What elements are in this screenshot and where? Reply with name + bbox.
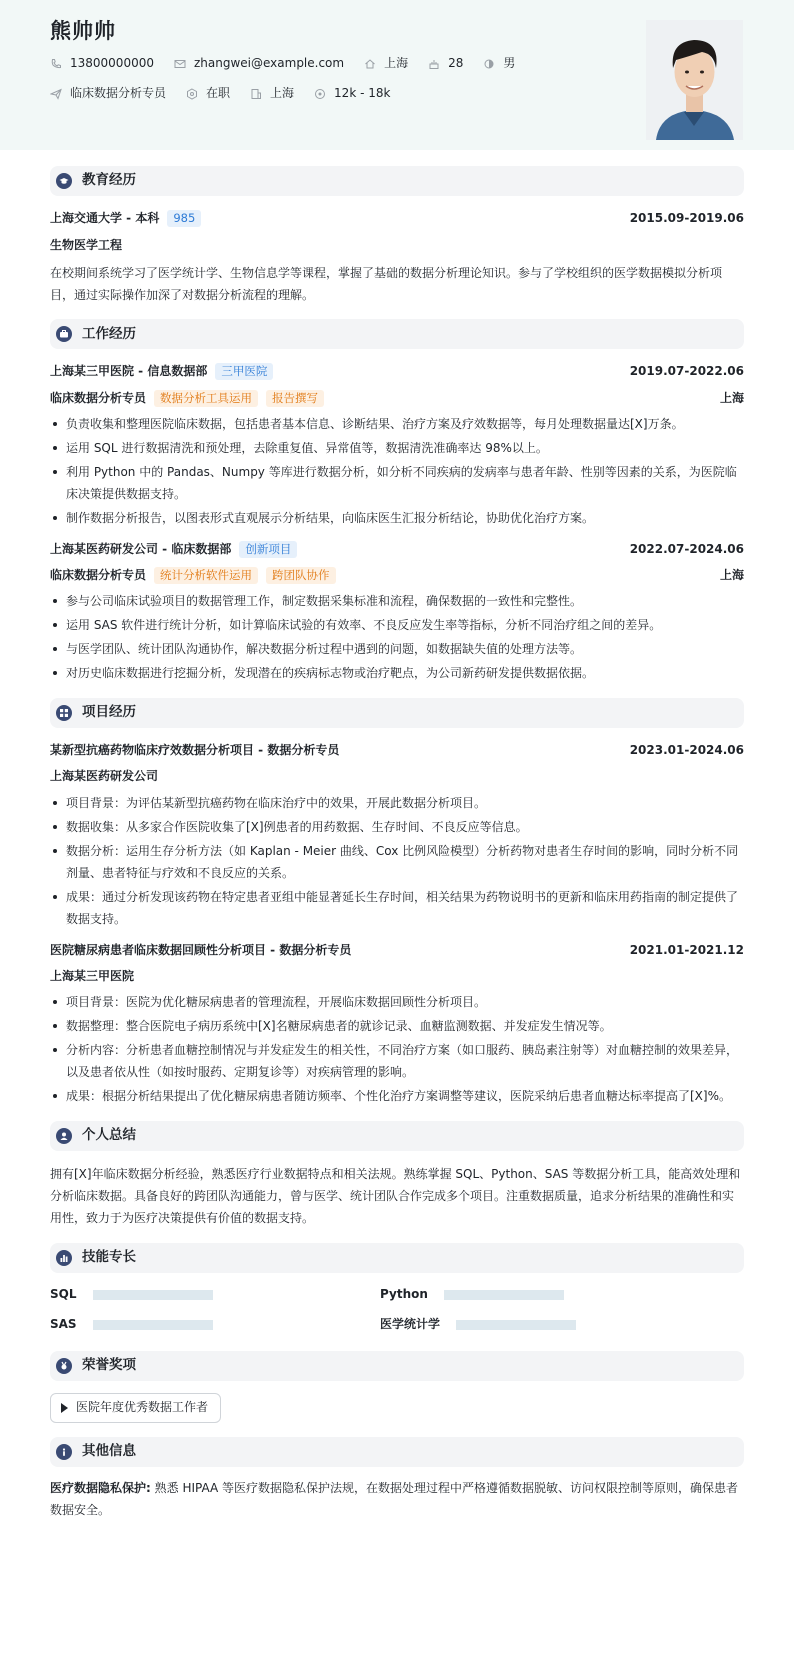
work-role-row xyxy=(50,566,744,585)
award-item-button[interactable] xyxy=(50,1393,221,1423)
project-org: 上海某三甲医院 xyxy=(50,968,135,983)
company-name: 上海某三甲医院 - 信息数据部 xyxy=(50,364,208,379)
send-icon xyxy=(50,88,62,100)
role-line xyxy=(50,566,336,585)
building-icon xyxy=(250,88,262,100)
list-item: 成果：根据分析结果提出了优化糖尿病患者随访频率、个性化治疗方案调整等建议，医院采纳后患者血糖达标率提高了[X]%。 xyxy=(50,1085,744,1107)
list-item: 项目背景：为评估某新型抗癌药物在临床治疗中的效果，开展此数据分析项目。 xyxy=(50,792,744,814)
play-icon xyxy=(61,1403,68,1413)
role-name: 临床数据分析专员 xyxy=(50,390,147,405)
projects-section-header xyxy=(50,698,744,728)
resume-body xyxy=(0,166,794,1521)
school-tag: 985 xyxy=(167,210,201,227)
project-name: 某新型抗癌药物临床疗效数据分析项目 - 数据分析专员 xyxy=(50,743,340,758)
user-icon xyxy=(56,1128,72,1144)
project-entry xyxy=(50,941,744,1107)
work-city: 上海 xyxy=(719,567,744,582)
skill-tag: 报告撰写 xyxy=(266,390,324,407)
summary-title: 个人总结 xyxy=(82,1127,136,1144)
work-city: 上海 xyxy=(270,86,295,101)
project-name: 医院糖尿病患者临床数据回顾性分析项目 - 数据分析专员 xyxy=(50,942,352,957)
candidate-name: 熊帅帅 xyxy=(50,19,116,43)
info-icon xyxy=(56,1444,72,1460)
skill-level-bar xyxy=(93,1290,213,1300)
age: 28 xyxy=(448,56,464,71)
city-info xyxy=(364,54,408,73)
role-name: 临床数据分析专员 xyxy=(50,567,147,582)
skill-name: SAS xyxy=(50,1317,77,1332)
project-date: 2021.01-2021.12 xyxy=(629,942,744,957)
skill-item xyxy=(50,1315,380,1335)
awards-title: 荣誉奖项 xyxy=(82,1357,136,1374)
work-entry-header xyxy=(50,540,744,559)
school-line xyxy=(50,209,201,228)
phone-info xyxy=(50,54,154,73)
grid-icon xyxy=(56,705,72,721)
education-description: 在校期间系统学习了医学统计学、生物信息学等课程，掌握了基础的数据分析理论知识。参与了学校组织的医学数据模拟分析项目，通过实际操作加深了对数据分析流程的理解。 xyxy=(50,266,723,303)
work-bullets xyxy=(50,590,744,684)
project-date: 2023.01-2024.06 xyxy=(629,743,744,758)
education-section-header xyxy=(50,166,744,196)
list-item: 与医学团队、统计团队沟通协作，解决数据分析过程中遇到的问题，如数据缺失值的处理方法等。 xyxy=(50,638,744,660)
job-status: 在职 xyxy=(206,86,231,101)
resume-header xyxy=(0,0,794,150)
work-date: 2019.07-2022.06 xyxy=(629,364,744,379)
status-info xyxy=(186,84,230,103)
skills-title: 技能专长 xyxy=(82,1249,136,1266)
role-line xyxy=(50,389,324,408)
skill-level-bar xyxy=(93,1320,213,1330)
list-item: 数据分析：运用生存分析方法（如 Kaplan - Meier 曲线、Cox 比例风险模型）分析药物对患者生存时间的影响，同时分析不同剂量、患者特征与疗效和不良反应的关系。 xyxy=(50,840,744,884)
company-line xyxy=(50,540,297,559)
medal-icon xyxy=(56,1358,72,1374)
skill-name: Python xyxy=(380,1287,428,1302)
other-section-header xyxy=(50,1437,744,1467)
job-target: 临床数据分析专员 xyxy=(70,86,167,101)
skill-tag: 统计分析软件运用 xyxy=(154,567,258,584)
contact-row xyxy=(50,54,744,74)
gender-info xyxy=(483,54,515,73)
project-org: 上海某医药研发公司 xyxy=(50,769,159,784)
education-date: 2015.09-2019.06 xyxy=(629,211,744,225)
phone-number: 13800000000 xyxy=(70,56,154,71)
list-item: 利用 Python 中的 Pandas、Numpy 等库进行数据分析，如分析不同疾病的发病率与患者年龄、性别等因素的关系，为医院临床决策提供数据支持。 xyxy=(50,461,744,505)
list-item: 运用 SAS 软件进行统计分析，如计算临床试验的有效率、不良反应发生率等指标，分析不同治疗组之间的差异。 xyxy=(50,614,744,636)
list-item: 负责收集和整理医院临床数据，包括患者基本信息、诊断结果、治疗方案及疗效数据等，每月处理数据量达[X]万条。 xyxy=(50,413,744,435)
list-item: 项目背景：医院为优化糖尿病患者的管理流程，开展临床数据回顾性分析项目。 xyxy=(50,991,744,1013)
salary-info xyxy=(314,84,390,103)
work-section-header xyxy=(50,319,744,349)
list-item: 数据收集：从多家合作医院收集了[X]例患者的用药数据、生存时间、不良反应等信息。 xyxy=(50,816,744,838)
email-info xyxy=(174,54,344,73)
award-label: 医院年度优秀数据工作者 xyxy=(76,1400,209,1415)
other-title: 其他信息 xyxy=(82,1443,136,1460)
skill-item xyxy=(50,1285,380,1305)
awards-section-header xyxy=(50,1351,744,1381)
other-text: 熟悉 HIPAA 等医疗数据隐私保护法规，在数据处理过程中严格遵循数据脱敏、访问权限控制等原则，确保患者数据安全。 xyxy=(50,1480,739,1517)
company-line xyxy=(50,362,273,381)
education-title: 教育经历 xyxy=(82,172,136,189)
work-city-info xyxy=(250,84,294,103)
skills-grid xyxy=(50,1285,744,1345)
project-entry-header xyxy=(50,741,744,760)
city: 上海 xyxy=(384,56,409,71)
email-address: zhangwei@example.com xyxy=(193,56,345,71)
bar-chart-icon xyxy=(56,1250,72,1266)
skill-name: 医学统计学 xyxy=(380,1317,441,1332)
company-tag: 创新项目 xyxy=(239,541,297,558)
gender-icon xyxy=(483,58,495,70)
skill-level-bar xyxy=(444,1290,564,1300)
skills-section-header xyxy=(50,1243,744,1273)
other-label: 医疗数据隐私保护: xyxy=(50,1480,151,1495)
work-entry-header xyxy=(50,362,744,381)
phone-icon xyxy=(50,58,62,70)
education-entry-header xyxy=(50,209,744,228)
other-info xyxy=(50,1477,744,1521)
work-date: 2022.07-2024.06 xyxy=(629,541,744,556)
gender: 男 xyxy=(503,56,516,71)
work-title: 工作经历 xyxy=(82,325,136,342)
mail-icon xyxy=(174,58,186,70)
list-item: 分析内容：分析患者血糖控制情况与并发症发生的相关性，不同治疗方案（如口服药、胰岛素注射等）对血糖控制的效果差异，以及患者依从性（如按时服药、定期复诊等）对疾病管理的影响。 xyxy=(50,1039,744,1083)
job-row xyxy=(50,84,744,104)
skill-item xyxy=(380,1315,710,1335)
project-bullets xyxy=(50,991,744,1107)
work-entry xyxy=(50,362,744,528)
graduation-cap-icon xyxy=(56,173,72,189)
projects-title: 项目经历 xyxy=(82,704,136,721)
coin-icon xyxy=(314,88,326,100)
company-name: 上海某医药研发公司 - 临床数据部 xyxy=(50,541,232,556)
list-item: 制作数据分析报告，以图表形式直观展示分析结果，向临床医生汇报分析结论，协助优化治疗方案。 xyxy=(50,507,744,529)
company-tag: 三甲医院 xyxy=(215,363,273,380)
list-item: 成果：通过分析发现该药物在特定患者亚组中能显著延长生存时间，相关结果为药物说明书的更新和临床用药指南的制定提供了数据支持。 xyxy=(50,886,744,930)
project-entry-header xyxy=(50,941,744,960)
school-name: 上海交通大学 - 本科 xyxy=(50,211,160,225)
summary-section-header xyxy=(50,1121,744,1151)
skill-name: SQL xyxy=(50,1287,77,1302)
work-entry xyxy=(50,540,744,684)
work-role-row xyxy=(50,389,744,408)
skill-level-bar xyxy=(456,1320,576,1330)
skill-tag: 数据分析工具运用 xyxy=(154,390,258,407)
profile-photo xyxy=(646,20,743,140)
work-city: 上海 xyxy=(719,390,744,405)
list-item: 运用 SQL 进行数据清洗和预处理，去除重复值、异常值等，数据清洗准确率达 98%以上。 xyxy=(50,437,744,459)
list-item: 对历史临床数据进行挖掘分析，发现潜在的疾病标志物或治疗靶点，为公司新药研发提供数据依据。 xyxy=(50,662,744,684)
cake-icon xyxy=(428,58,440,70)
job-target-info xyxy=(50,84,166,103)
summary-text: 拥有[X]年临床数据分析经验，熟悉医疗行业数据特点和相关法规。熟练掌握 SQL、Python、SAS 等数据分析工具，能高效处理和分析临床数据。具备良好的跨团队沟通能力，曾与医学、统计团队合作完成多个项目。注重数据质量，追求分析结果的准确性和实用性，致力于为医疗决策提供有价值的数据支持。 xyxy=(50,1166,741,1225)
project-bullets xyxy=(50,792,744,930)
project-entry xyxy=(50,741,744,929)
work-bullets xyxy=(50,413,744,529)
salary: 12k - 18k xyxy=(334,86,391,101)
major: 生物医学工程 xyxy=(50,238,123,253)
skill-item xyxy=(380,1285,710,1305)
skill-tag: 跨团队协作 xyxy=(266,567,336,584)
home-icon xyxy=(364,58,376,70)
list-item: 参与公司临床试验项目的数据管理工作，制定数据采集标准和流程，确保数据的一致性和完整性。 xyxy=(50,590,744,612)
status-icon xyxy=(186,88,198,100)
list-item: 数据整理：整合医院电子病历系统中[X]名糖尿病患者的就诊记录、血糖监测数据、并发症发生情况等。 xyxy=(50,1015,744,1037)
briefcase-icon xyxy=(56,326,72,342)
age-info xyxy=(428,54,463,73)
